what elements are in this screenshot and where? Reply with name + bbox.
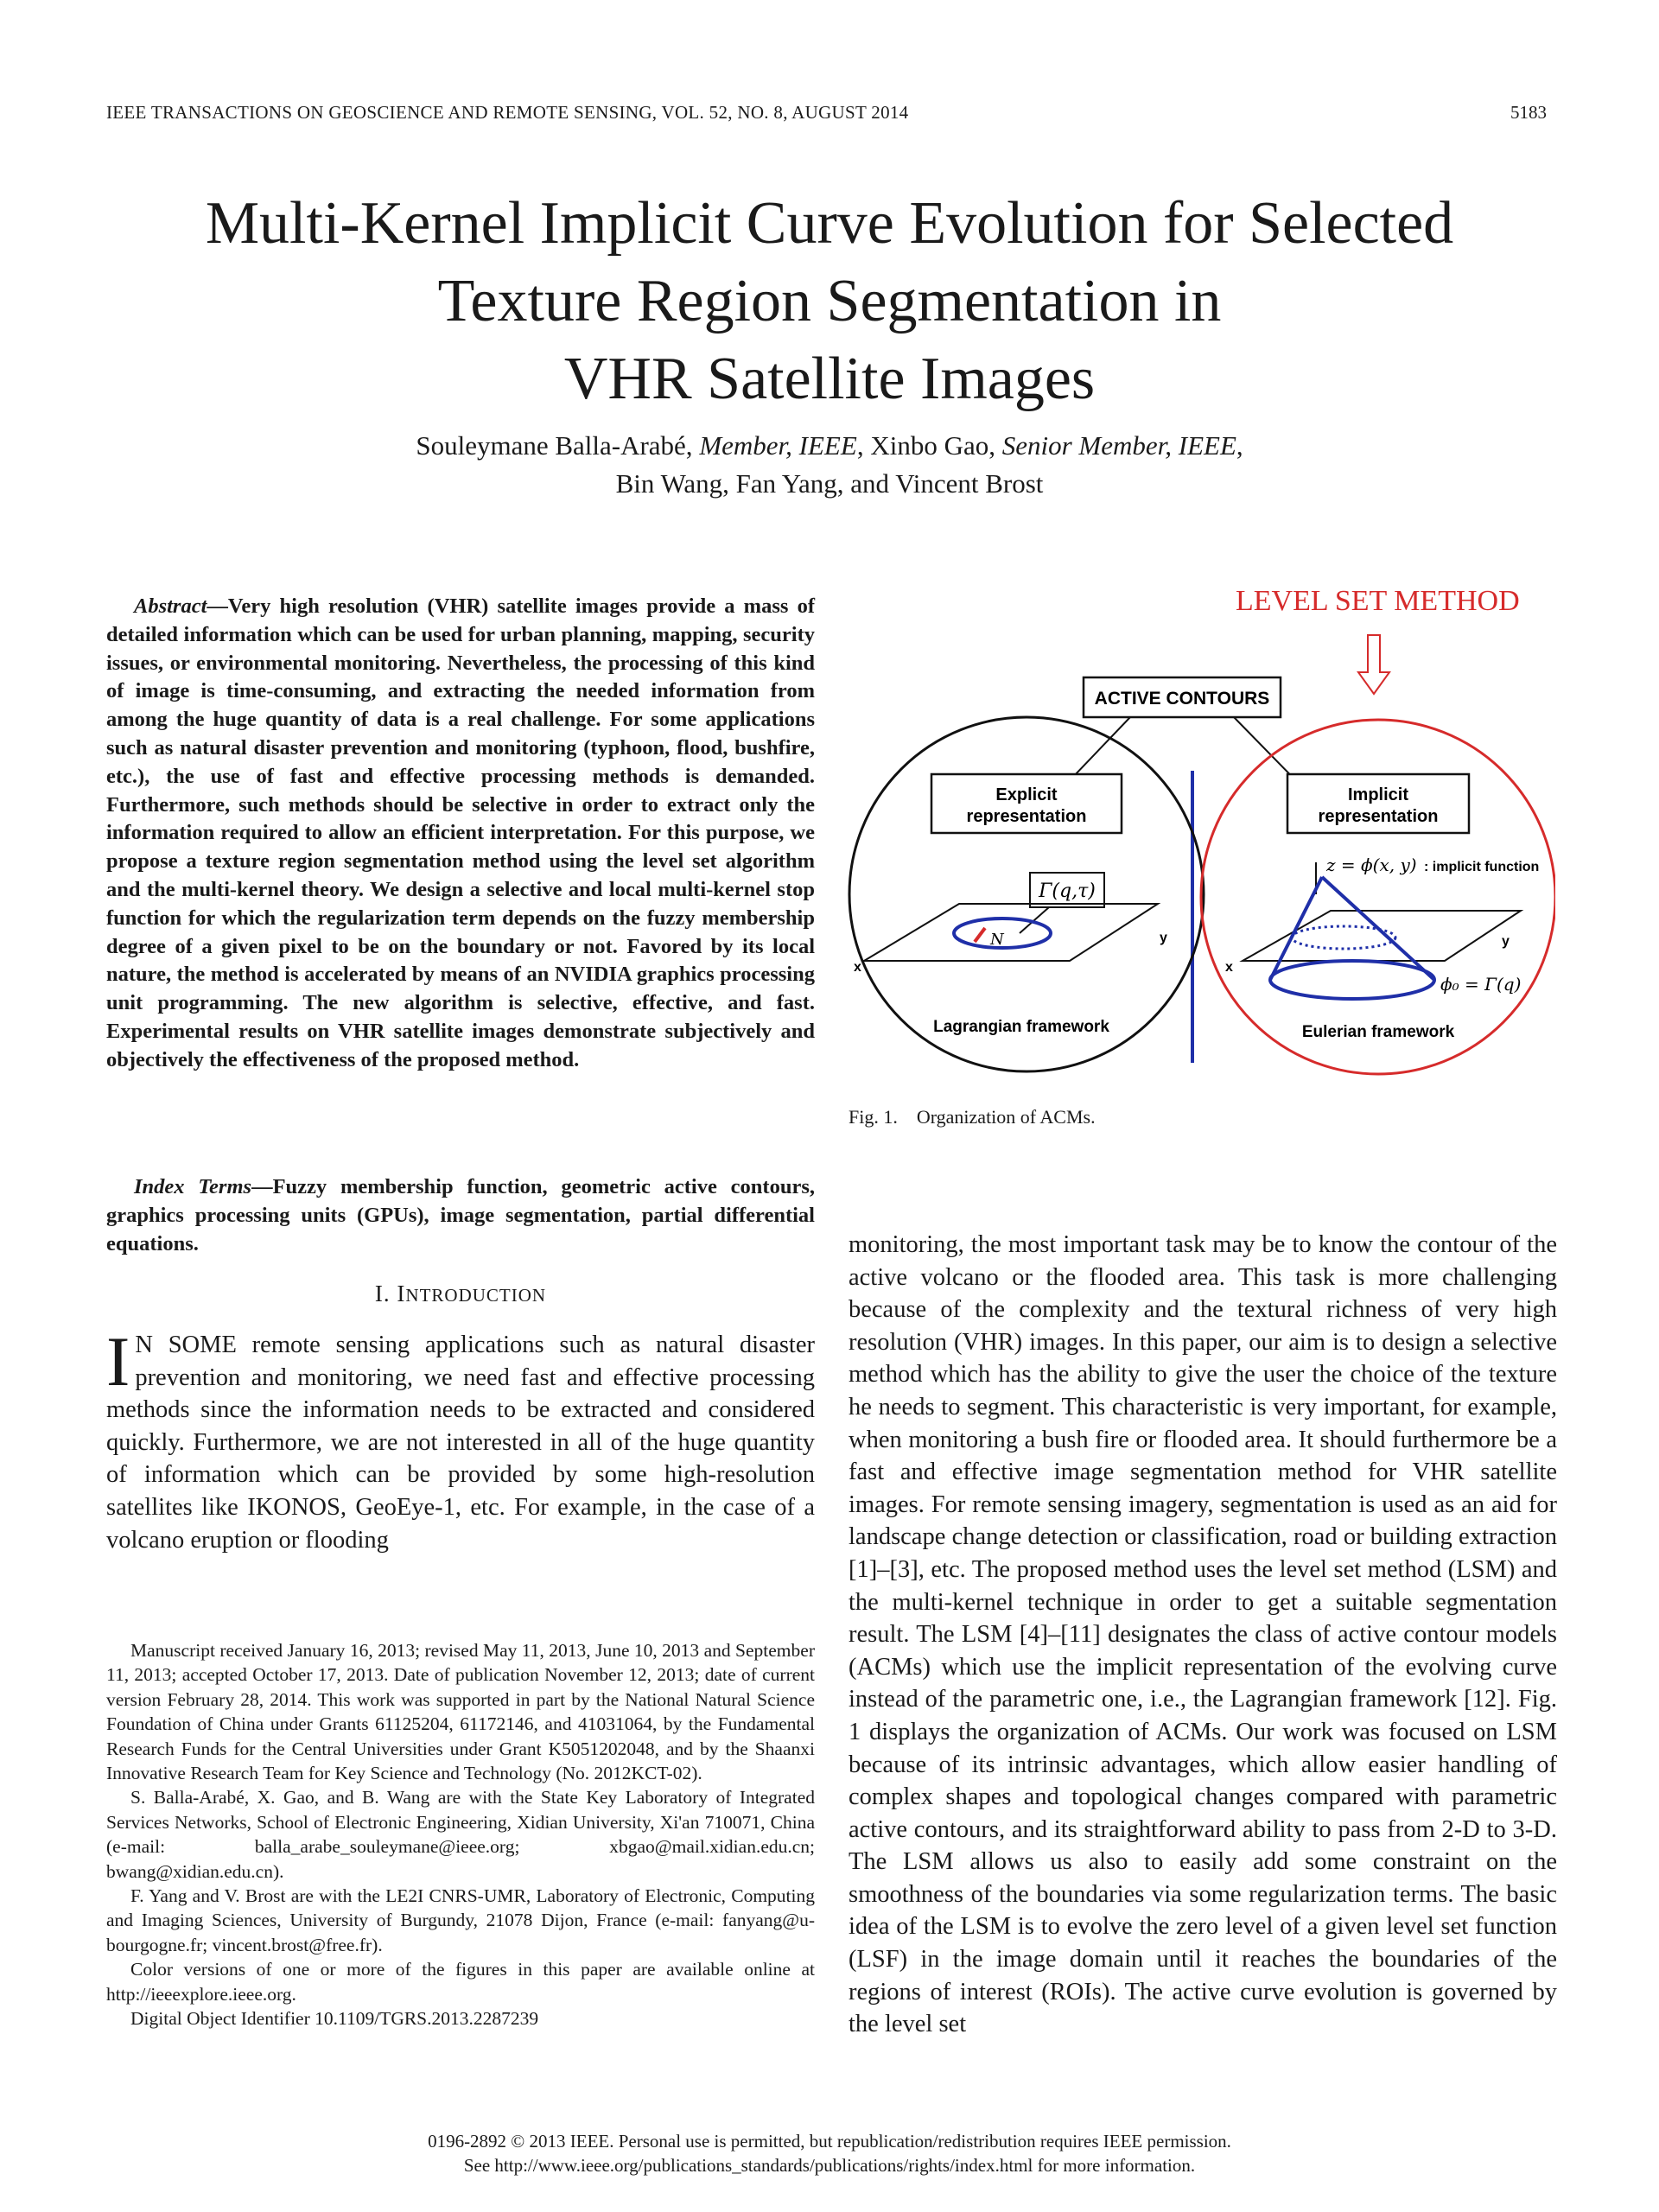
section-title xyxy=(106,1281,815,1307)
author-1: Souleymane Balla-Arabé, xyxy=(416,430,700,461)
author-line-2: Bin Wang, Fan Yang, and Vincent Brost xyxy=(615,468,1044,499)
right-x-label: x xyxy=(1225,960,1233,975)
title-line-2: Texture Region Segmentation in xyxy=(437,268,1222,334)
right-column-text: monitoring, the most important task may be to know the contour of the active volcano or the flooded area. This task is more challenging because of the complexity and the textural richness of very high resolution (VHR) images. In this paper, our aim is to design a selective method which has the ability to give the user the choice of the texture he needs to segment. This characteristic is very important, for example, when monitoring a bush fire or flooded area. It should furthermore be a fast and effective image segmentation method for VHR satellite images. For remote sensing imagery, segmentation is used as an aid for landscape change detection or classification, road or building extraction [1]–[3], etc. The proposed method uses the level set method (LSM) and the multi-kernel technique in order to get a suitable segmentation result. The LSM [4]–[11] designates the class of active contour models (ACMs) which use the implicit representation of the evolving curve instead of the parametric one, i.e., the Lagrangian framework [12]. Fig. 1 displays the organization of ACMs. Our work was focused on LSM because of its intrinsic advantages, which allow easier handling of complex shapes and topological changes compared with parametric active contours, and its straightforward ability to pass from 2-D to 3-D. The LSM allows us also to easily add some constraint on the smoothness of the boundaries via some regularization terms. The basic idea of the LSM is to evolve the zero level of a given level set function (LSF) in the image domain until it reaches the boundaries of the regions of interest (ROIs). The active curve evolution is governed by the level set xyxy=(849,1231,1557,2038)
explicit-label-2: representation xyxy=(966,807,1087,826)
figure-1-diagram xyxy=(838,579,1555,1080)
footnote-affiliation-1: S. Balla-Arabé, X. Gao, and B. Wang are with the State Key Laboratory of Integrated Services Networks, School of Electronic Engineering, Xidian University, Xi'an 710071, China (e-mail: balla_arabe_souleymane@ieee.org; xbgao@mail.xidian.edu.cn; bwang@xidian.edu.cn). xyxy=(106,1787,815,1882)
author-line-1 xyxy=(0,427,1659,465)
lagrangian-plane xyxy=(864,904,1158,961)
intro-text: N SOME remote sensing applications such as natural disaster prevention and monitoring, we need fast and effective processing methods since the information needs to be extracted and considered quickly. Furthermore, we are not interested in all of the huge quantity of information which can be provided by some high-resolution satellites like IKONOS, GeoEye-1, etc. For example, in the case of a volcano eruption or flooding xyxy=(106,1332,815,1554)
abstract-lead: Abstract xyxy=(134,594,207,618)
gamma-label: Γ(q,τ) xyxy=(1039,880,1096,902)
footnote-doi: Digital Object Identifier 10.1109/TGRS.2013.2287239 xyxy=(130,2008,539,2030)
implicit-label-1: Implicit xyxy=(1347,785,1409,804)
implicit-function: z = ϕ(x, y) xyxy=(1326,855,1417,875)
implicit-function-label: : implicit function xyxy=(1424,860,1540,874)
cone-base xyxy=(1270,961,1434,999)
eulerian-label: Eulerian framework xyxy=(1301,1023,1455,1041)
left-y-label: y xyxy=(1160,931,1167,945)
abstract-text: —Very high resolution (VHR) satellite images provide a mass of detailed information which can be used for urban planning, mapping, security issues, or environmental monitoring. Nevertheless, the processing of this kind of image is time-consuming, and extracting the needed information from among the huge quantity of data is a real challenge. For some applications such as natural disaster prevention and monitoring (typhoon, flood, bushfire, etc.), the use of fast and effective processing methods is demanded. Furthermore, such methods should be selective in order to extract only the information required to allow an efficient interpretation. For this purpose, we propose a texture region segmentation method using the level set algorithm and the multi-kernel theory. We design a selective and local multi-kernel stop function for which the regularization term depends on the fuzzy membership degree of a given pixel to be on the boundary or not. Favored by its local nature, the method is accelerated by means of an NVIDIA graphics processing unit programming. The new algorithm is selective, effective, and fast. Experimental results on VHR satellite images demonstrate subjectively and objectively the effectiveness of the proposed method. xyxy=(106,594,815,1071)
normal-vector xyxy=(975,928,985,942)
copyright-line-2: See http://www.ieee.org/publications_standards/publications/rights/index.html for more information. xyxy=(463,2155,1196,2176)
author-1-role: Member, IEEE xyxy=(699,430,857,461)
section-number: I. I xyxy=(374,1281,406,1306)
author-2: , Xinbo Gao, xyxy=(856,430,1002,461)
level-set-arrow xyxy=(1358,635,1389,694)
figure-caption: Fig. 1. Organization of ACMs. xyxy=(849,1106,1096,1128)
level-set-title: LEVEL SET METHOD xyxy=(1236,585,1520,617)
lagrangian-label: Lagrangian framework xyxy=(933,1018,1109,1036)
right-y-label: y xyxy=(1502,934,1510,949)
abstract xyxy=(106,593,815,1075)
author-2-end: , xyxy=(1236,430,1243,461)
index-terms-text: —Fuzzy membership function, geometric active contours, graphics processing units (GPUs), image segmentation, partial differential equations. xyxy=(106,1175,815,1255)
copyright-line-1: 0196-2892 © 2013 IEEE. Personal use is permitted, but republication/redistribution requires IEEE permission. xyxy=(428,2131,1231,2152)
left-x-label: x xyxy=(854,960,861,975)
phi0-label: ϕ₀ = Γ(q) xyxy=(1440,974,1522,995)
cone-outline xyxy=(1270,877,1434,980)
footnote-manuscript: Manuscript received January 16, 2013; revised May 11, 2013, June 10, 2013 and September 11, 2013; accepted October 17, 2013. Date of publication November 12, 2013; date of current version February 28, 2014. This work was supported in part by the National Natural Science Foundation of China under Grants 61125204, 61172146, and 41031064, by the Fundamental Research Funds for the Central Universities under Grant K5051202048, and by the Shaanxi Innovative Research Team for Key Science and Technology (No. 2012KCT-02). xyxy=(106,1640,815,1784)
explicit-label-1: Explicit xyxy=(995,785,1058,804)
zero-level-curve xyxy=(1292,926,1395,949)
footnote-affiliation-2: F. Yang and V. Brost are with the LE2I CNRS-UMR, Laboratory of Electronic, Computing and Imaging Sciences, University of Burgundy, 21078 Dijon, France (e-mail: fanyang@u-bourgogne.fr; vincent.brost@free.fr). xyxy=(106,1885,815,1955)
copyright-footer xyxy=(0,2129,1659,2177)
section-name: NTRODUCTION xyxy=(405,1285,547,1306)
drop-cap: I xyxy=(106,1322,130,1401)
index-terms-lead: Index Terms xyxy=(134,1175,252,1198)
footnotes xyxy=(106,1638,815,2031)
intro-paragraph xyxy=(106,1322,815,1556)
page-number: 5183 xyxy=(1510,102,1547,123)
journal-header: IEEE TRANSACTIONS ON GEOSCIENCE AND REMOTE SENSING, VOL. 52, NO. 8, AUGUST 2014 xyxy=(106,102,909,123)
paper-title xyxy=(0,185,1659,418)
index-terms xyxy=(106,1173,815,1258)
footnote-color: Color versions of one or more of the figures in this paper are available online at http://ieeexplore.ieee.org. xyxy=(106,1959,815,2005)
normal-label: N xyxy=(990,931,1004,949)
author-2-role: Senior Member, IEEE xyxy=(1001,430,1236,461)
implicit-label-2: representation xyxy=(1318,807,1439,826)
active-contours-label: ACTIVE CONTOURS xyxy=(1094,689,1270,709)
author-list xyxy=(0,427,1659,503)
eulerian-circle xyxy=(1201,720,1555,1074)
title-line-1: Multi-Kernel Implicit Curve Evolution for Selected xyxy=(205,190,1454,257)
title-line-3: VHR Satellite Images xyxy=(563,346,1096,412)
